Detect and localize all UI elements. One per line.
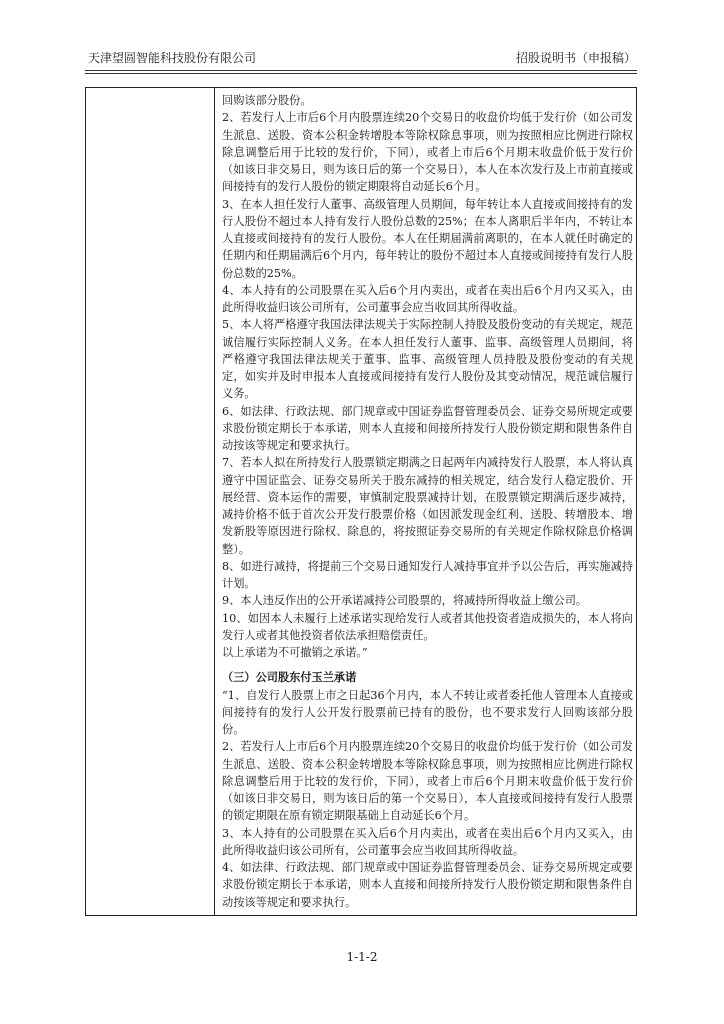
paragraph: 3、本人持有的公司股票在买入后6个月内卖出，或者在卖出后6个月内又买入，由此所得收益归该公司所有，公司董事会应当收回其所得收益。 xyxy=(222,826,633,857)
header-rule-bottom xyxy=(85,73,637,74)
paragraph: 6、如法律、行政法规、部门规章或中国证券监督管理委员会、证券交易所规定或要求股份锁定期长于本承诺，则本人直接和间接所持发行人股份锁定期和限售条件自动按该等规定和要求执行。 xyxy=(222,404,633,452)
paragraph: 2、若发行人上市后6个月内股票连续20个交易日的收盘价均低于发行价（如公司发生派息、送股、资本公积金转增股本等除权除息事项，则为按照相应比例进行除权除息调整后用于比较的发行价，下同），或者上市后6个月期末收盘价低于发行价（如该日非交易日，则为该日后的第一个交易日），本人在本次发行及上市前直接或间接持有的发行人股份的锁定期限将自动延长6个月。 xyxy=(222,111,633,194)
paragraph: 10、如因本人未履行上述承诺实现给发行人或者其他投资者造成损失的，本人将向发行人或者其他投资者依法承担赔偿责任。 xyxy=(222,611,633,642)
header-document-title: 招股说明书（申报稿） xyxy=(516,51,637,65)
paragraph: “1、自发行人股票上市之日起36个月内，本人不转让或者委托他人管理本人直接或间接持有的发行人公开发行股票前已持有的股份，也不要求发行人回购该部分股份。 xyxy=(222,688,633,736)
header-company-name: 天津望圆智能科技股份有限公司 xyxy=(88,51,257,65)
paragraph: 以上承诺为不可撤销之承诺。” xyxy=(222,646,368,659)
paragraph: 9、本人违反作出的公开承诺减持公司股票的，将减持所得收益上缴公司。 xyxy=(222,594,588,608)
content-table xyxy=(85,87,637,916)
paragraph: 2、若发行人上市后6个月内股票连续20个交易日的收盘价均低于发行价（如公司发生派息、送股、资本公积金转增股本等除权除息事项，则为按照相应比例进行除权除息调整后用于比较的发行价，下同），或者上市后6个月期末收盘价低于发行价（如该日非交易日，则为该日后的第一个交易日），本人直接或间接持有发行人股票的锁定期限在原有锁定期限基础上自动延长6个月。 xyxy=(222,740,633,823)
paragraph: 4、本人持有的公司股票在买入后6个月内卖出，或者在卖出后6个月内又买入，由此所得收益归该公司所有，公司董事会应当收回其所得收益。 xyxy=(222,283,633,314)
paragraph: 7、若本人拟在所持发行人股票锁定期满之日起两年内减持发行人股票，本人将认真遵守中国证监会、证券交易所关于股东减持的相关规定，结合发行人稳定股价、开展经营、资本运作的需要，审慎制定股票减持计划，在股票锁定期满后逐步减持，减持价格不低于首次公开发行股票价格（如因派发现金红利、送股、转增股本、增发新股等原因进行除权、除息的，将按照证券交易所的有关规定作除权除息价格调整）。 xyxy=(222,456,633,556)
paragraph: 回购该部分股份。 xyxy=(222,94,312,107)
table-column-divider xyxy=(214,88,215,915)
section-spacer xyxy=(222,661,633,669)
paragraph: 4、如法律、行政法规、部门规章或中国证券监督管理委员会、证券交易所规定或要求股份锁定期长于本承诺，则本人直接和间接所持发行人股份锁定期和限售条件自动按该等规定和要求执行。 xyxy=(222,861,633,909)
section-heading: （三）公司股东付玉兰承诺 xyxy=(222,670,357,685)
paragraph: 5、本人将严格遵守我国法律法规关于实际控制人持股及股份变动的有关规定，规范诚信履行实际控制人义务。在本人担任发行人董事、监事、高级管理人员期间，将严格遵守我国法律法规关于董事、监事、高级管理人员持股及股份变动的有关规定，如实并及时申报本人直接或间接持有发行人股份及其变动情况，规范诚信履行义务。 xyxy=(222,318,633,401)
page-number: 1-1-2 xyxy=(346,950,378,964)
paragraph: 3、在本人担任发行人董事、高级管理人员期间，每年转让本人直接或间接持有的发行人股份不超过本人持有发行人股份总数的25%；在本人离职后半年内，不转让本人直接或间接持有的发行人股份。本人在任期届满前离职的，在本人就任时确定的任期内和任期届满后6个月内，每年转让的股份不超过本人直接或间接持有发行人股份总数的25%。 xyxy=(222,197,633,280)
header-rule-top xyxy=(85,70,637,71)
table-content-cell xyxy=(222,92,633,911)
paragraph: 8、如进行减持，将提前三个交易日通知发行人减持事宜并予以公告后，再实施减持计划。 xyxy=(222,559,633,590)
